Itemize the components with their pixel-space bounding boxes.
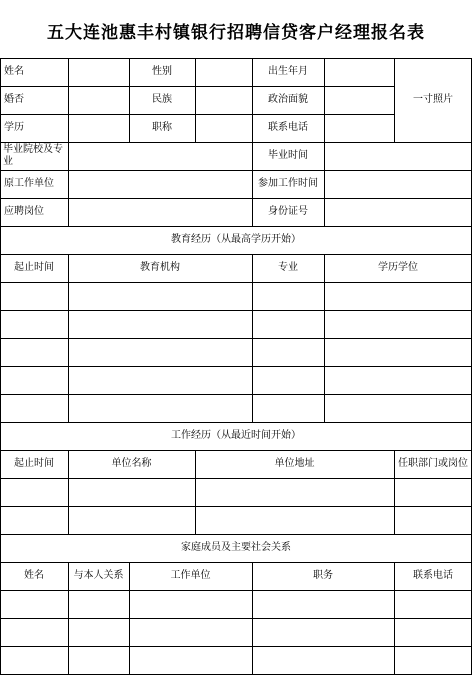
family-col-name: 姓名 [24, 570, 44, 581]
edu-col-degree: 学历学位 [378, 262, 418, 273]
label-birth-date: 出生年月 [268, 66, 308, 77]
family-col-phone: 联系电话 [413, 570, 453, 581]
label-professional-title: 职称 [152, 122, 172, 133]
birth-date-field[interactable] [325, 59, 394, 86]
professional-title-field[interactable] [196, 115, 252, 142]
political-status-field[interactable] [325, 87, 394, 114]
table-row[interactable] [0, 507, 472, 534]
gender-field[interactable] [196, 59, 252, 86]
edu-col-period: 起止时间 [14, 262, 54, 273]
label-ethnicity: 民族 [152, 94, 172, 105]
label-phone: 联系电话 [268, 122, 308, 133]
school-major-field[interactable] [69, 143, 252, 170]
table-row[interactable] [0, 283, 472, 310]
work-col-address: 单位地址 [274, 458, 315, 469]
table-row[interactable] [0, 619, 472, 646]
table-row[interactable] [0, 367, 472, 394]
family-col-employer: 工作单位 [170, 570, 211, 581]
work-start-time-field[interactable] [325, 171, 471, 198]
table-row[interactable] [0, 647, 472, 674]
edu-col-institution: 教育机构 [140, 262, 180, 273]
label-name: 姓名 [4, 66, 24, 77]
work-col-employer: 单位名称 [111, 458, 152, 469]
education-section-heading: 教育经历（从最高学历开始） [171, 234, 301, 245]
table-row[interactable] [0, 591, 472, 618]
label-political-status: 政治面貌 [268, 94, 308, 105]
name-field[interactable] [69, 59, 129, 86]
label-gender: 性别 [152, 66, 172, 77]
edu-col-major: 专业 [278, 262, 298, 273]
table-row[interactable] [0, 339, 472, 366]
table-row[interactable] [0, 479, 472, 506]
photo-box[interactable]: 一寸照片 [413, 94, 453, 105]
marital-status-field[interactable] [69, 87, 129, 114]
ethnicity-field[interactable] [196, 87, 252, 114]
applied-position-field[interactable] [69, 199, 252, 226]
label-marital-status: 婚否 [4, 94, 24, 105]
label-school-major: 毕业院校及专业 [3, 144, 63, 167]
graduation-time-field[interactable] [325, 143, 471, 170]
family-col-job-title: 职务 [313, 570, 333, 581]
work-col-department: 任职部门或岗位 [398, 458, 468, 469]
label-graduation-time: 毕业时间 [268, 150, 308, 161]
work-col-period: 起止时间 [14, 458, 54, 469]
previous-employer-field[interactable] [69, 171, 252, 198]
id-number-field[interactable] [325, 199, 471, 226]
family-col-relationship: 与本人关系 [73, 570, 124, 581]
phone-field[interactable] [325, 115, 394, 142]
label-education: 学历 [4, 122, 24, 133]
education-field[interactable] [69, 115, 129, 142]
label-id-number: 身份证号 [268, 206, 308, 217]
label-work-start-time: 参加工作时间 [258, 178, 318, 189]
label-applied-position: 应聘岗位 [4, 206, 44, 217]
work-section-heading: 工作经历（从最近时间开始） [171, 430, 301, 441]
family-section-heading: 家庭成员及主要社会关系 [181, 542, 291, 553]
form-title: 五大连池惠丰村镇银行招聘信贷客户经理报名表 [47, 22, 425, 43]
label-previous-employer: 原工作单位 [4, 178, 54, 189]
table-row[interactable] [0, 395, 472, 422]
table-row[interactable] [0, 311, 472, 338]
